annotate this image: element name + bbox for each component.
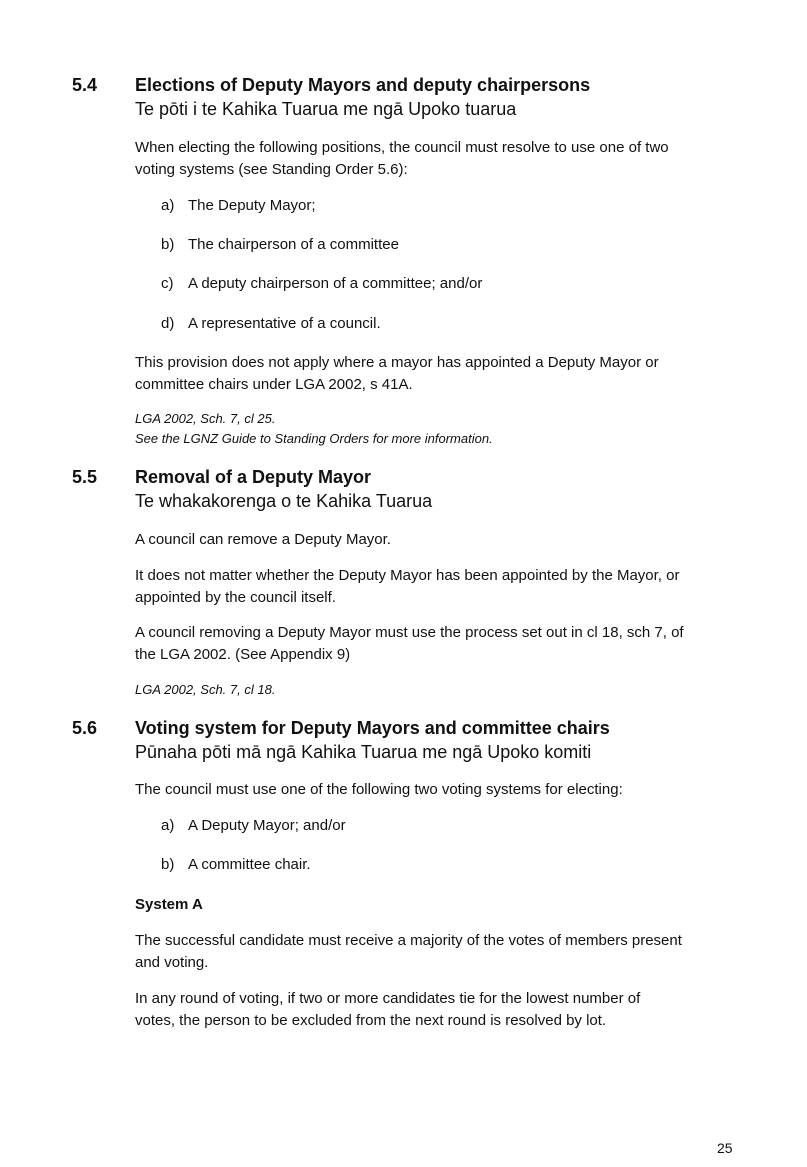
- list-item-text: A representative of a council.: [188, 315, 381, 332]
- list-item-text: A deputy chairperson of a committee; and/or: [188, 275, 483, 292]
- list-item: [161, 234, 399, 256]
- paragraph-line: The successful candidate must receive a majority of the votes of members present: [135, 932, 682, 949]
- list-item-text: The chairperson of a committee: [188, 236, 399, 253]
- section-title: Removal of a Deputy Mayor: [135, 467, 372, 487]
- intro-line: voting systems (see Standing Order 5.6):: [135, 161, 408, 178]
- paragraph-line: It does not matter whether the Deputy Mayor has been appointed by the Mayor, or: [135, 567, 680, 584]
- list-marker: a): [161, 817, 175, 834]
- paragraph-line: A council removing a Deputy Mayor must use the process set out in cl 18, sch 7, of: [135, 624, 684, 641]
- list-item-text: A Deputy Mayor; and/or: [188, 817, 346, 834]
- paragraph-line: A council can remove a Deputy Mayor.: [135, 531, 391, 548]
- note-line: committee chairs under LGA 2002, s 41A.: [135, 376, 413, 393]
- list-item: [161, 854, 311, 876]
- list-item: [161, 313, 381, 335]
- list-marker: d): [161, 315, 175, 332]
- legal-reference: LGA 2002, Sch. 7, cl 25.: [135, 411, 276, 426]
- list-item-text: A committee chair.: [188, 856, 311, 873]
- list-marker: b): [161, 236, 175, 253]
- legal-reference: See the LGNZ Guide to Standing Orders for more information.: [135, 431, 493, 446]
- system-heading: System A: [135, 896, 203, 913]
- list-item-text: The Deputy Mayor;: [188, 197, 316, 214]
- list-marker: b): [161, 856, 175, 873]
- section-subtitle: Te whakakorenga o te Kahika Tuarua: [135, 491, 433, 511]
- paragraph-line: In any round of voting, if two or more candidates tie for the lowest number of: [135, 990, 641, 1007]
- section-number: 5.6: [72, 718, 98, 738]
- paragraph-line: votes, the person to be excluded from the next round is resolved by lot.: [135, 1012, 607, 1029]
- intro-line: The council must use one of the following two voting systems for electing:: [135, 781, 623, 798]
- legal-reference: LGA 2002, Sch. 7, cl 18.: [135, 682, 276, 697]
- note-line: This provision does not apply where a mayor has appointed a Deputy Mayor or: [135, 354, 659, 371]
- page-number: 25: [717, 1140, 733, 1156]
- list-item: [161, 815, 346, 837]
- list-marker: c): [161, 275, 174, 292]
- list-item: [161, 195, 316, 217]
- section-number: 5.5: [72, 467, 98, 487]
- paragraph-line: appointed by the council itself.: [135, 589, 336, 606]
- paragraph-line: the LGA 2002. (See Appendix 9): [135, 646, 351, 663]
- section-number: 5.4: [72, 75, 98, 95]
- section-title: Elections of Deputy Mayors and deputy chairpersons: [135, 75, 591, 95]
- list-item: [161, 273, 482, 295]
- section-subtitle: Pūnaha pōti mā ngā Kahika Tuarua me ngā Upoko komiti: [135, 742, 592, 762]
- intro-line: When electing the following positions, the council must resolve to use one of two: [135, 139, 669, 156]
- list-marker: a): [161, 197, 175, 214]
- section-title: Voting system for Deputy Mayors and committee chairs: [135, 718, 610, 738]
- section-subtitle: Te pōti i te Kahika Tuarua me ngā Upoko tuarua: [135, 99, 517, 119]
- paragraph-line: and voting.: [135, 954, 209, 971]
